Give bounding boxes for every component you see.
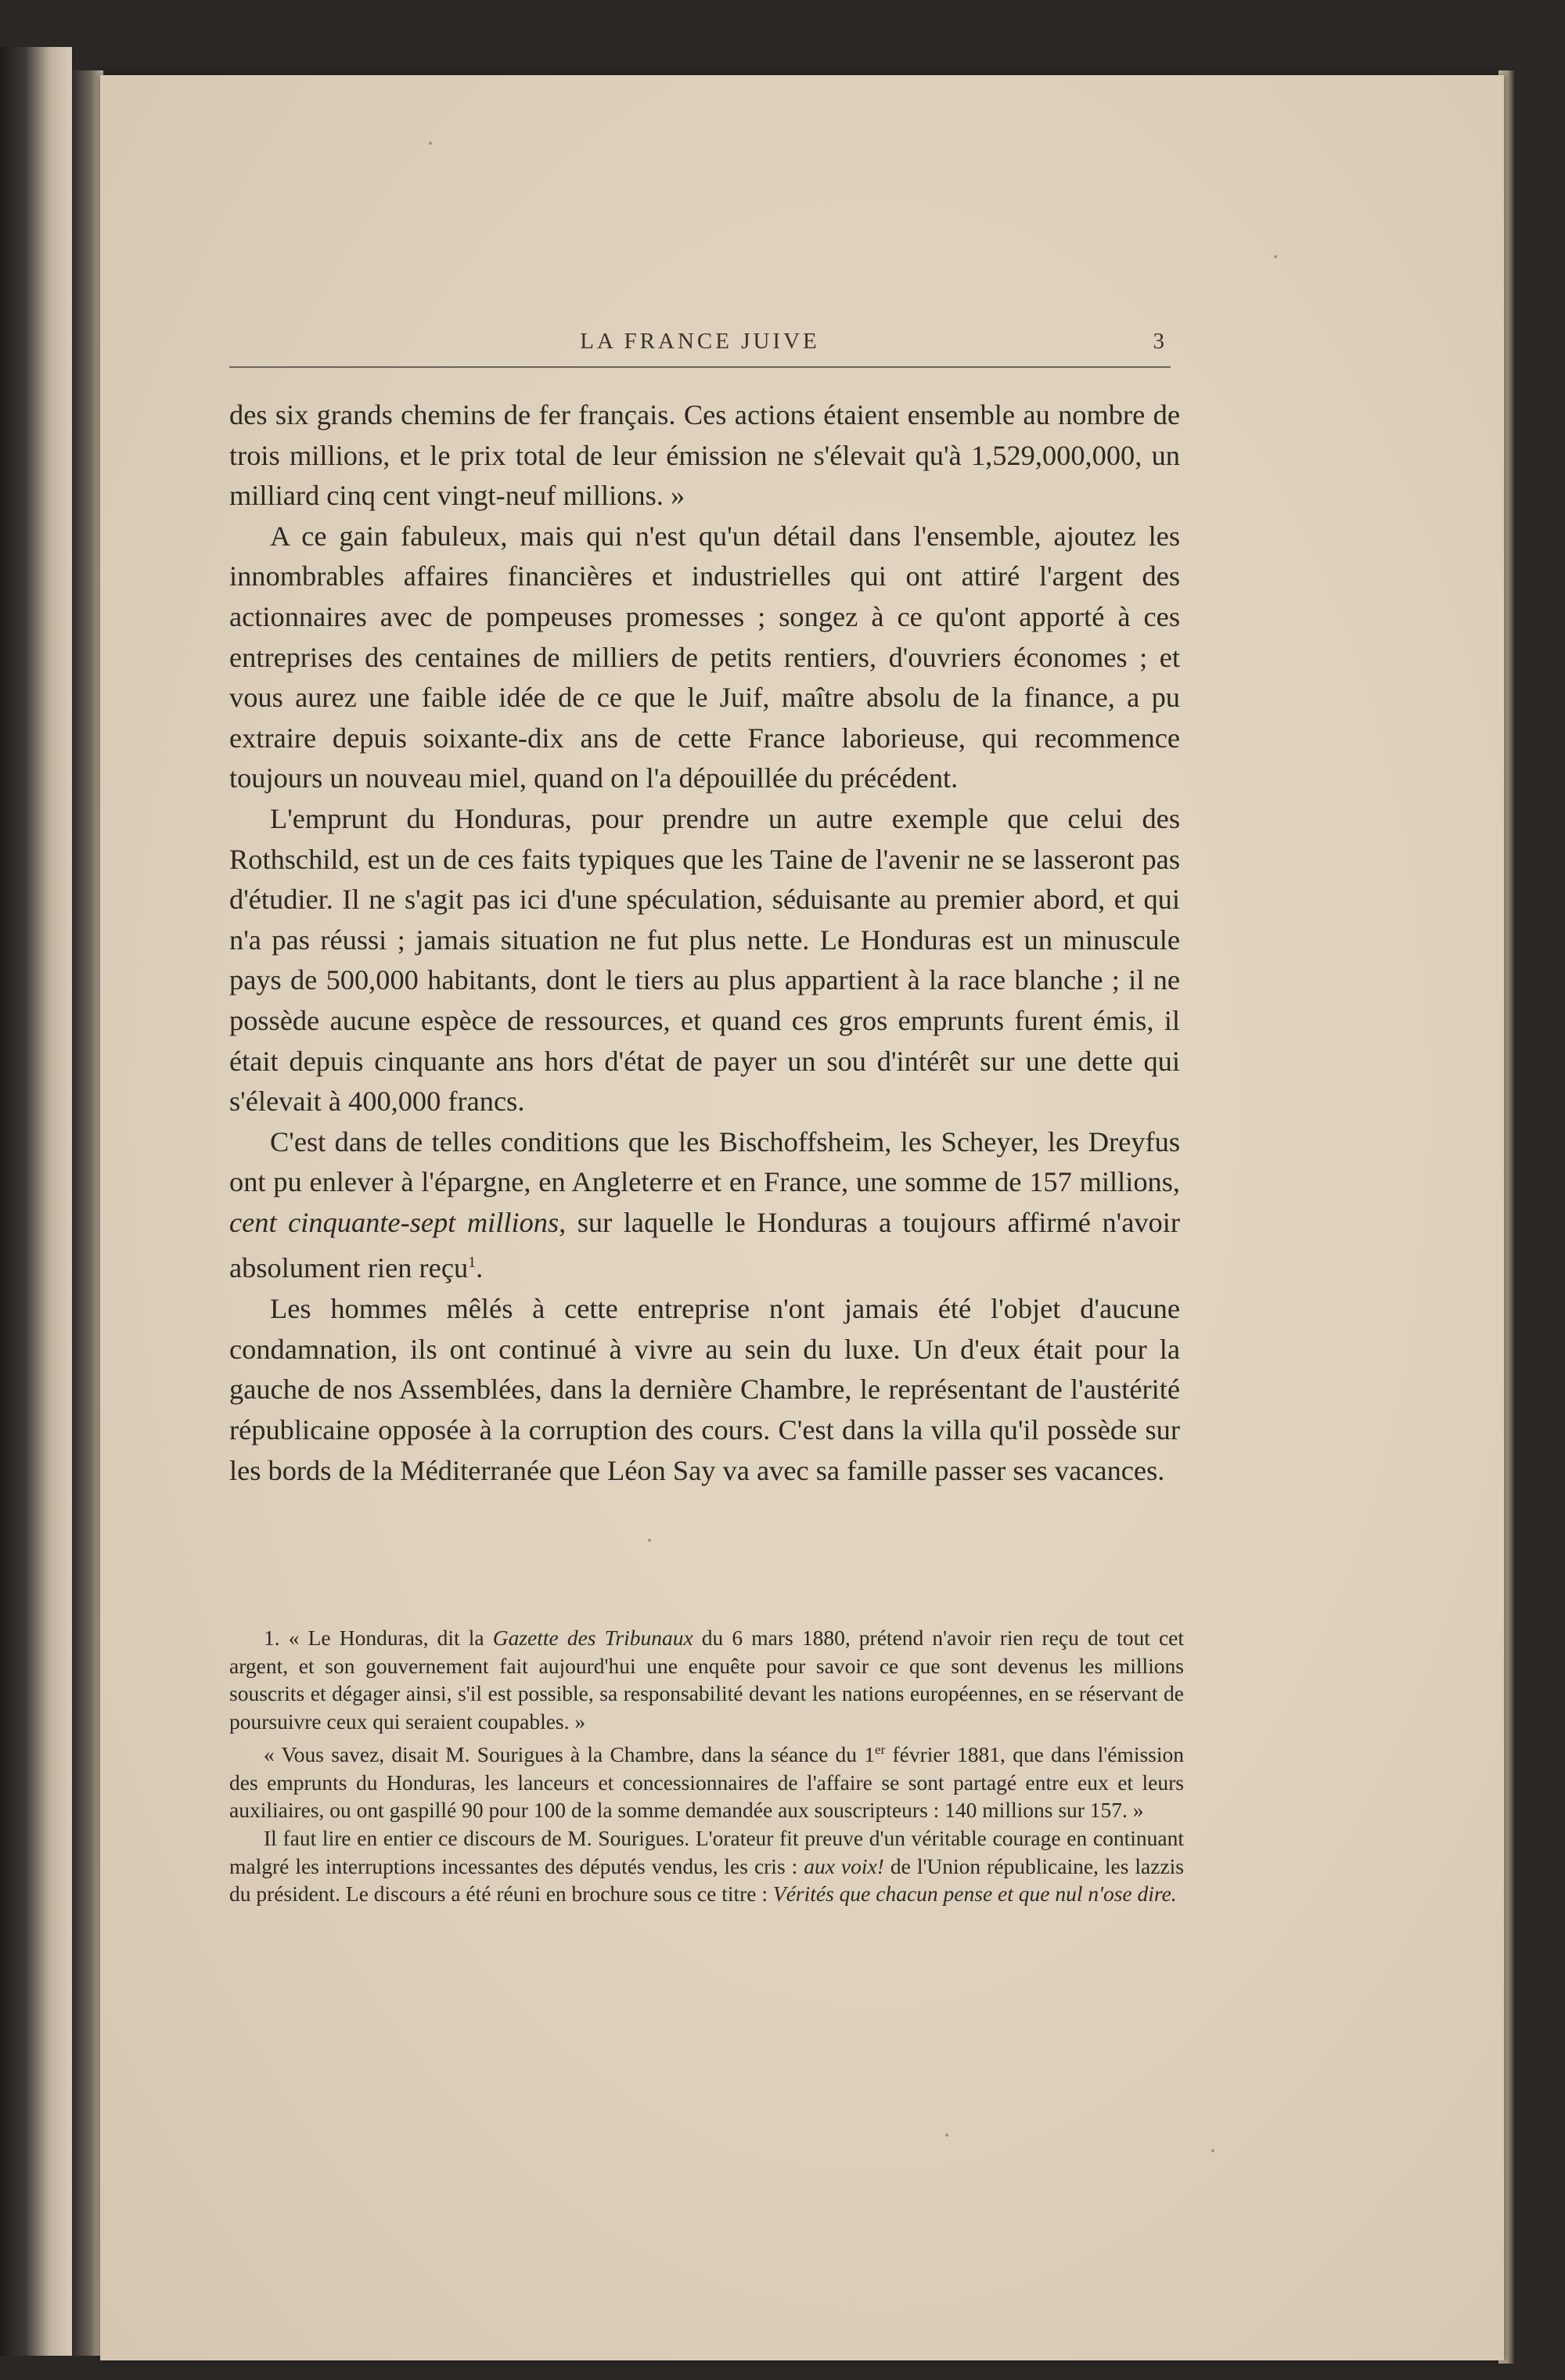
footnote-reference: 1 bbox=[468, 1254, 477, 1272]
emphasis: aux voix! bbox=[804, 1853, 884, 1878]
footnote bbox=[229, 1624, 1184, 1736]
text-run: de l'Union républicaine, les lazzis du président. Le discours a été réuni en brochure sous ce titre : bbox=[229, 1853, 1185, 1907]
running-title: LA FRANCE JUIVE bbox=[580, 329, 820, 354]
text-run: du 6 mars 1880, prétend n'avoir rien reçu de tout cet argent, et son gouvernement fait aujourd'hui une enquête pour savoir ce que sont devenus les millions souscrits et dégager ainsi, s'il est possible, sa responsabilité devant les nations européennes, en se réservant de poursuivre ceux qui seraient coupables. » bbox=[229, 1626, 1184, 1734]
text-run: sur laquelle le Honduras a toujours affirmé n'avoir absolument rien reçu bbox=[229, 1206, 1180, 1284]
paper-speck bbox=[1211, 2149, 1214, 2152]
text-run: Il faut lire en entier ce discours de M. Sourigues. L'orateur fit preuve d'un véritable courage en continuant malgré les interruptions incessantes des députés vendus, les cris : bbox=[229, 1826, 1184, 1878]
footnote bbox=[229, 1824, 1184, 1908]
page-number: 3 bbox=[1153, 329, 1164, 354]
main-text bbox=[229, 395, 1180, 1491]
paragraph: Les hommes mêlés à cette entreprise n'ont jamais été l'objet d'aucune condamnation, ils ont continué à vivre au sein du luxe. Un d'eux était pour la gauche de nos Assemblées, dans la dernière Chambre, le représentant de l'austérité républicaine opposée à la corruption des cours. C'est dans la villa qu'il possède sur les bords de la Méditerranée que Léon Say va avec sa famille passer ses vacances. bbox=[229, 1293, 1180, 1486]
running-header bbox=[229, 319, 1171, 368]
paragraph: A ce gain fabuleux, mais qui n'est qu'un détail dans l'ensemble, ajoutez les innombrables affaires financières et industrielles qui ont attiré l'argent des actionnaires avec de pompeuses promesses ; songez à ce qu'ont apporté à ces entreprises des centaines de milliers de petits rentiers, d'ouvriers économes ; et vous aurez une faible idée de ce que le Juif, maître absolu de la finance, a pu extraire depuis soixante-dix ans de cette France laborieuse, qui recommence toujours un nouveau miel, quand on l'a dépouillée du précédent. bbox=[229, 520, 1180, 794]
paper-speck bbox=[945, 2133, 948, 2137]
paragraph: des six grands chemins de fer français. Ces actions étaient ensemble au nombre de trois millions, et le prix total de leur émission ne s'élevait qu'à 1,529,000,000, un milliard cinq cent vingt-neuf millions. » bbox=[229, 399, 1180, 512]
emphasis: cent cinquante-sept millions, bbox=[229, 1206, 567, 1238]
text-run: février 1881, que dans l'émission des emprunts du Honduras, les lanceurs et concessionnaires de l'affaire se sont partagé entre eux et leurs auxiliaires, ou ont gaspillé 90 pour 100 de la somme demandée aux souscripteurs : 140 millions sur 157. » bbox=[229, 1741, 1185, 1823]
superscript: er bbox=[875, 1741, 886, 1757]
footnotes bbox=[229, 1624, 1184, 1908]
text-run: 1. « Le Honduras, dit la bbox=[264, 1626, 493, 1650]
text-run: C'est dans de telles conditions que les Bischoffsheim, les Scheyer, les Dreyfus ont pu enlever à l'épargne, en Angleterre et en France, une somme de 157 millions, bbox=[229, 1125, 1180, 1198]
paper-speck bbox=[1274, 255, 1277, 258]
binding-gutter bbox=[72, 70, 103, 2356]
footnote bbox=[229, 1736, 1184, 1824]
emphasis: Gazette des Tribunaux bbox=[492, 1626, 693, 1650]
paragraph: L'emprunt du Honduras, pour prendre un autre exemple que celui des Rothschild, est un de ces faits typiques que les Taine de l'avenir ne se lasseront pas d'étudier. Il ne s'agit pas ici d'une spéculation, séduisante au premier abord, et qui n'a pas réussi ; jamais situation ne fut plus nette. Le Honduras est un minuscule pays de 500,000 habitants, dont le tiers au plus appartient à la race blanche ; il ne possède aucune espèce de ressources, et quand ces gros emprunts furent émis, il était depuis cinquante ans hors d'état de payer un sou d'intérêt sur une dette qui s'élevait à 400,000 francs. bbox=[229, 802, 1180, 1118]
paper-speck bbox=[429, 142, 432, 145]
paper-speck bbox=[648, 1539, 651, 1542]
text-run: « Vous savez, disait M. Sourigues à la Chambre, dans la séance du 1 bbox=[264, 1741, 876, 1766]
adjacent-page-edge bbox=[0, 47, 72, 2356]
emphasis: Vérités que chacun pense et que nul n'ose dire. bbox=[772, 1881, 1177, 1907]
paragraph bbox=[229, 1122, 1180, 1290]
text-run: . bbox=[476, 1252, 484, 1284]
